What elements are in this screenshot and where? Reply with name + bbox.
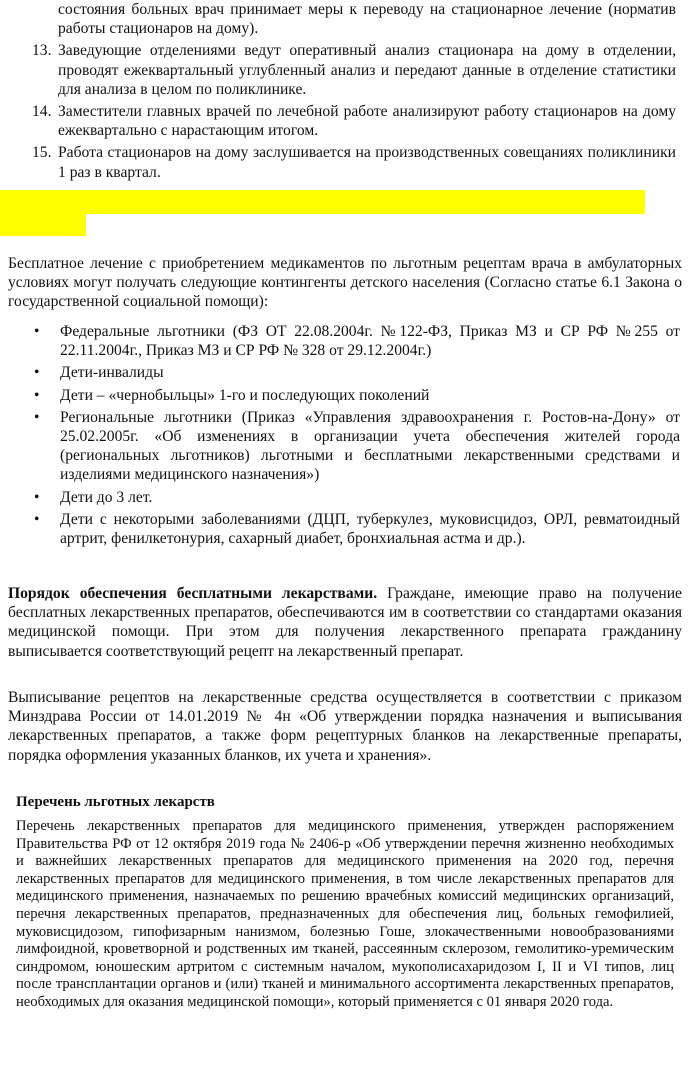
list-item: • Федеральные льготники (ФЗ ОТ 22.08.2004г. №122-ФЗ, Приказ МЗ и СР РФ №255 от 22.11.2004г., Приказ МЗ и СР РФ № 328 от 29.12.2004г.) bbox=[34, 323, 680, 360]
order-title: Порядок обеспечения бесплатными лекарствами. bbox=[8, 585, 378, 602]
prescribing-paragraph: Выписывание рецептов на лекарственные средства осуществляется в соответствии с приказом Минздрава России от 14.01.2019 № 4н «Об утверждении порядка назначения и выписывания лекарственных препаратов, а также форм рецептурных бланков на лекарственные препараты, порядка оформления указанных бланков, их учета и хранения». bbox=[8, 689, 682, 764]
list-item: • Дети с некоторыми заболеваниями (ДЦП, туберкулез, муковисцидоз, ОРЛ, ревматоидный артрит, фенилкетонурия, сахарный диабет, бронхиальная астма и др.). bbox=[34, 510, 680, 548]
highlight-bar bbox=[0, 190, 645, 214]
order-text: Граждане, имеющие право на получение бесплатных лекарственных препаратов, обеспечиваются им в соответствии со стандартами оказания медицинской помощи. При этом для получения лекарственного препарата гражданину выписывается соответствующий рецепт на лекарственный препарат. bbox=[8, 585, 682, 660]
drug-list-paragraph: Перечень лекарственных препаратов для медицинского применения, утвержден распоряжением Правительства РФ от 12 октября 2019 года № 2406-р «Об утверждении перечня жизненно необходимых и важнейших лекарственных препаратов для медицинского применения на 2020 год, перечня лекарственных препаратов для медицинского применения, в том числе лекарственных препаратов для медицинского применения, назначаемых по решению врачебных комиссий медицинских организаций, перечня лекарственных препаратов, предназначенных для обеспечения лиц, больных гемофилией, муковисцидозом, гипофизарным нанизмом, болезнью Гоше, злокачественными новообразованиями лимфоидной, кроветворной и родственных им тканей, рассеянным склерозом, гемолитико-уремическим синдромом, юношеским артритом с системным началом, мукополисахаридозом I, II и VI типов, лиц после трансплантации органов и (или) тканей и минимального ассортимента лекарственных препаратов, необходимых для оказания медицинской помощи», который применяется с 01 января 2020 года. bbox=[16, 818, 674, 1010]
list-item-text: Заведующие отделениями ведут оперативный анализ стационара на дому в отделении, проводят ежеквартальный углубленный анализ и передают данные в отделение статистики для анализа в целом по поликлинике. bbox=[58, 42, 676, 98]
list-item-text: Заместители главных врачей по лечебной работе анализируют работу стационаров на дому ежеквартально с нарастающим итогом. bbox=[58, 103, 676, 140]
bullet-icon: • bbox=[34, 488, 40, 506]
list-item-number: 14. bbox=[32, 103, 52, 121]
list-item bbox=[0, 41, 690, 99]
beneficiaries-list bbox=[0, 322, 690, 548]
bullet-icon: • bbox=[34, 510, 40, 528]
bullet-icon: • bbox=[34, 364, 40, 382]
bullet-icon: • bbox=[34, 323, 40, 340]
list-item bbox=[0, 143, 690, 181]
list-item: • Дети до 3 лет. bbox=[34, 488, 153, 506]
list-item: • Региональные льготники (Приказ «Управления здравоохранения г. Ростов-на-Дону» от 25.02.2005г. «Об изменениях в организации учета обеспечения жителей города (региональных льготников) льготными и бесплатными лекарственными средствами и изделиями медицинского назначения») bbox=[34, 408, 680, 484]
section-heading: Перечень льготных лекарств bbox=[16, 794, 215, 810]
bullet-icon: • bbox=[34, 408, 40, 426]
numbered-list bbox=[0, 0, 690, 182]
order-paragraph bbox=[8, 584, 682, 661]
list-item-text: Работа стационаров на дому заслушивается на производственных совещаниях поликлиники 1 раз в квартал. bbox=[58, 144, 676, 181]
list-item-text: состояния больных врач принимает меры к переводу на стационарное лечение (норматив работы стационаров на дому). bbox=[58, 1, 676, 38]
list-item bbox=[0, 0, 690, 38]
bullet-icon: • bbox=[34, 386, 40, 404]
list-item: • Дети – «чернобыльцы» 1-го и последующих поколений bbox=[34, 386, 430, 404]
list-item bbox=[0, 102, 690, 140]
list-item-number: 15. bbox=[32, 144, 52, 162]
intro-paragraph: Бесплатное лечение с приобретением медикаментов по льготным рецептам врача в амбулаторных условиях могут получать следующие контингенты детского населения (Согласно статье 6.1 Закона о государственной социальной помощи): bbox=[8, 255, 682, 311]
highlight-bar bbox=[0, 214, 86, 236]
list-item-number: 13. bbox=[32, 42, 52, 60]
list-item: • Дети-инвалиды bbox=[34, 364, 164, 382]
